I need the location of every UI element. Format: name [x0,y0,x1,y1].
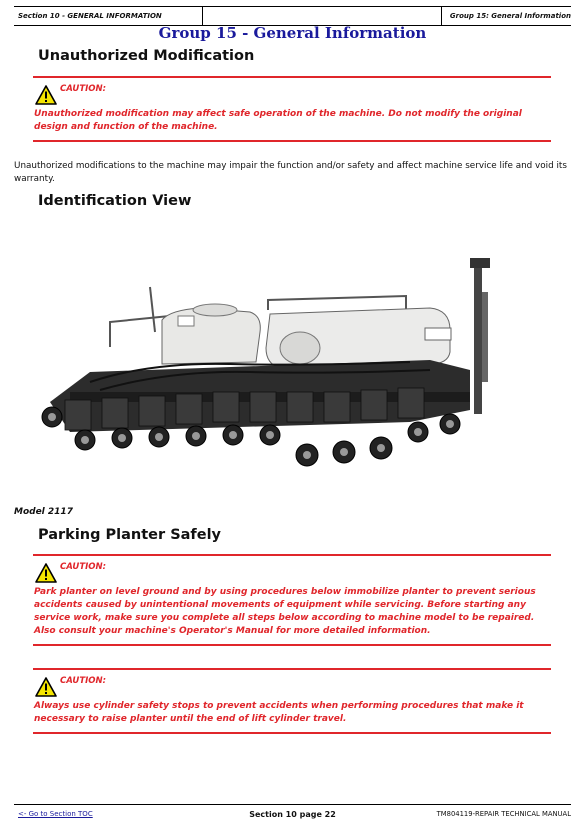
heading-parking-planter-safely: Parking Planter Safely [38,527,221,543]
heading-identification-view: Identification View [38,193,192,209]
figure-caption: Model 2117 [14,507,73,517]
page-number: Section 10 page 22 [249,810,336,819]
page-footer [14,804,571,821]
warranty-paragraph: Unauthorized modifications to the machine may impair the function and/or safety and affect machine service life and void its warranty. [14,161,567,184]
manual-id: TM804119-REPAIR TECHNICAL MANUAL [436,810,571,818]
group-title: Group 15 - General Information [158,24,427,42]
caution-label: CAUTION: [60,676,107,686]
page-header [14,6,571,26]
caution-box-unauthorized [33,76,551,142]
warning-triangle-icon [35,85,57,105]
header-group-label: Group 15: General Information [441,7,571,25]
caution-text: Always use cylinder safety stops to prevent accidents when performing procedures that make it necessary to raise planter until the end of lift cylinder travel. [34,701,524,724]
header-section-label: Section 10 - GENERAL INFORMATION [18,7,203,25]
warning-triangle-icon [35,677,57,697]
warning-triangle-icon [35,563,57,583]
caution-label: CAUTION: [60,84,107,94]
caution-text: Unauthorized modification may affect safe operation of the machine. Do not modify the original design and function of the machine. [34,109,522,132]
planter-machine-illustration [30,252,545,482]
caution-box-cylinder-stops [33,668,551,734]
caution-box-parking [33,554,551,646]
toc-link[interactable]: <- Go to Section TOC [18,810,93,818]
caution-text: Park planter on level ground and by using procedures below immobilize planter to prevent serious accidents caused by unintentional movements of equipment while servicing. Before starting any service work, make sure you complete all steps below according to machine model to be repaired. Also consult your machine's Operator's Manual for more detailed information. [34,587,536,636]
caution-label: CAUTION: [60,562,107,572]
heading-unauthorized-modification: Unauthorized Modification [38,48,255,64]
